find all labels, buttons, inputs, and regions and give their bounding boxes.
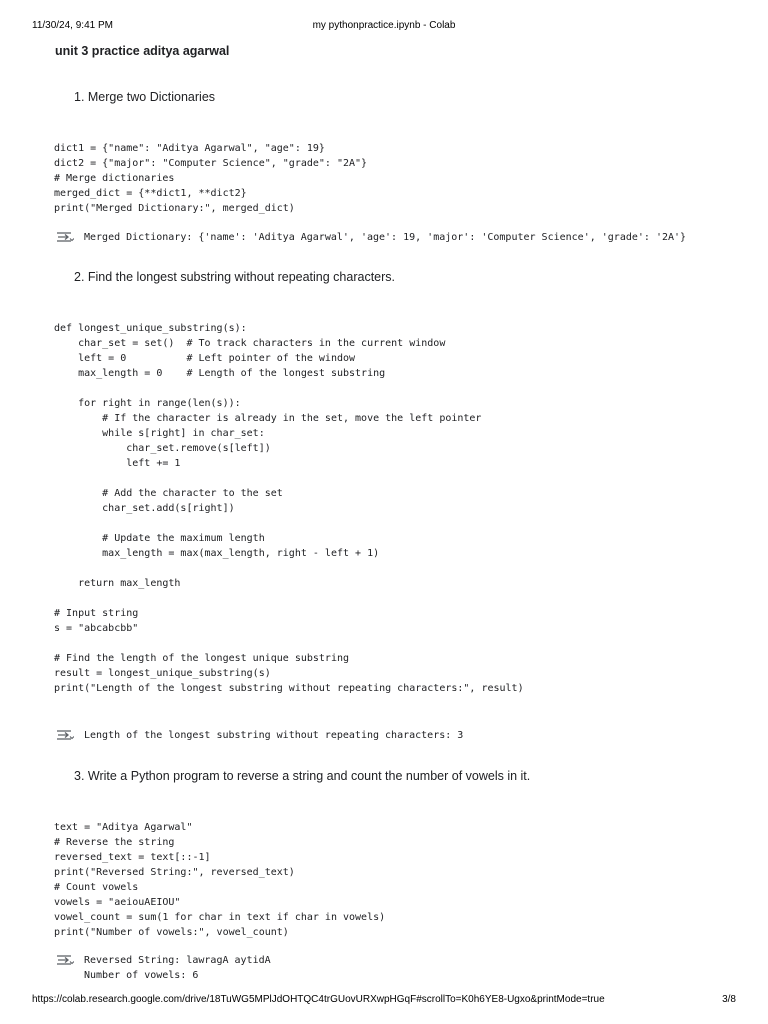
output-arrow-icon[interactable] — [56, 953, 74, 967]
output-text: Merged Dictionary: {'name': 'Aditya Agarwal', 'age': 19, 'major': 'Computer Science', 'grade': '2A'} — [84, 232, 687, 243]
code-cell-merge-dictionaries[interactable]: dict1 = {"name": "Aditya Agarwal", "age": 19} dict2 = {"major": "Computer Science", "grade": "2A"} # Merge dictionaries merged_dict = {**dict1, **dict2} print("Merged Dictionary:", merged_dict) — [54, 143, 368, 214]
code-cell-reverse-string[interactable]: text = "Aditya Agarwal" # Reverse the string reversed_text = text[::-1] print("Reversed String:", reversed_text) # Count vowels vowels = "aeiouAEIOU" vowel_count = sum(1 for char in text if char in vowels) print("Number of vowels:", vowel_count) — [54, 822, 386, 938]
output-arrow-icon[interactable] — [56, 728, 74, 742]
print-header — [0, 20, 768, 34]
output-text: Reversed String: lawragA aytidA Number of vowels: 6 — [84, 955, 271, 981]
print-footer — [0, 994, 768, 1008]
section-heading-merge-dictionaries: 1. Merge two Dictionaries — [74, 90, 216, 104]
print-datetime: 11/30/24, 9:41 PM — [32, 20, 113, 31]
output-arrow-icon[interactable] — [56, 230, 74, 244]
code-cell-longest-substring[interactable]: def longest_unique_substring(s): char_set = set() # To track characters in the current window left = 0 # Left pointer of the window max_length = 0 # Length of the longest substring for right in range(len(s)): # If the character is already in the set, move the left pointer while s[right] in char_set: char_set.remove(s[left]) left += 1 # Add the character to the set char_set.add(s[right]) # Update the maximum length max_length = max(max_length, right - left + 1) return max_length # Input string s = "abcabcbb" # Find the length of the longest unique substring result = longest_unique_substring(s) print("Length of the longest substring without repeating characters:", result) — [54, 323, 524, 694]
notebook-title: unit 3 practice aditya agarwal — [55, 44, 230, 58]
print-document-title: my pythonpractice.ipynb - Colab — [312, 20, 456, 31]
print-url: https://colab.research.google.com/drive/18TuWG5MPlJdOHTQC4trGUovURXwpHGqF#scrollTo=K0h6YE8-Ugxo&printMode=true — [32, 994, 605, 1005]
section-heading-reverse-string: 3. Write a Python program to reverse a string and count the number of vowels in it. — [74, 769, 531, 783]
output-text: Length of the longest substring without repeating characters: 3 — [84, 730, 464, 741]
page-number: 3/8 — [722, 994, 736, 1005]
section-heading-longest-substring: 2. Find the longest substring without repeating characters. — [74, 270, 396, 284]
